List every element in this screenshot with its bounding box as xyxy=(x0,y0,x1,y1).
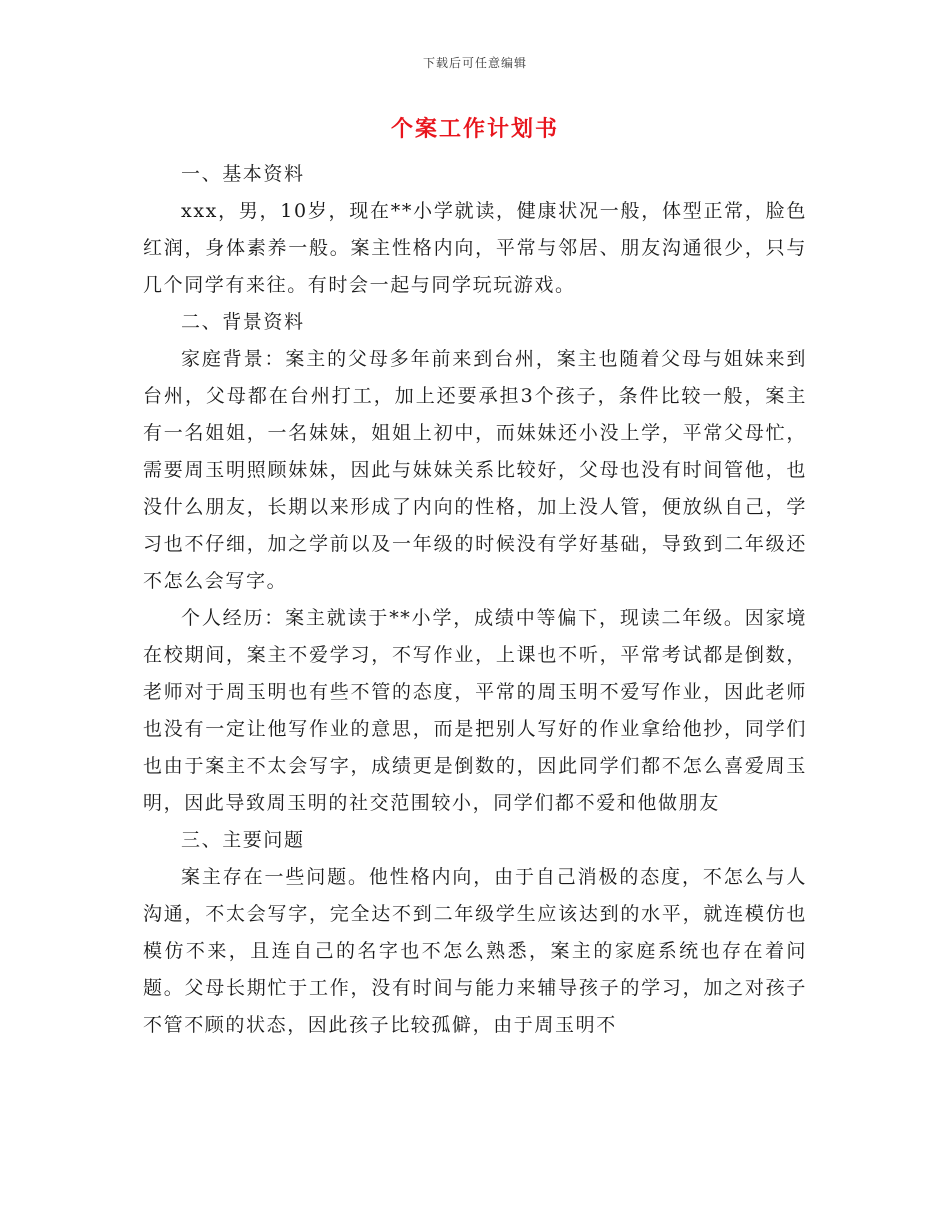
paragraph-basic-info: xxx，男，10岁，现在**小学就读，健康状况一般，体型正常，脸色红润，身体素养一般。案主性格内向，平常与邻居、朋友沟通很少，只与几个同学有来往。有时会一起与同学玩玩游戏。 xyxy=(143,200,807,296)
paragraph-personal-history: 个人经历：案主就读于**小学，成绩中等偏下，现读二年级。因家境在校期间，案主不爱学习，不写作业，上课也不听，平常考试都是倒数，老师对于周玉明也有些不管的态度，平常的周玉明不爱写作业，因此老师也没有一定让他写作业的意思，而是把别人写好的作业拿给他抄，同学们也由于案主不太会写字，成绩更是倒数的，因此同学们都不怎么喜爱周玉明，因此导致周玉明的社交范围较小，同学们都不爱和他做朋友 xyxy=(143,607,807,814)
section-heading-background: 二、背景资料 xyxy=(181,311,305,333)
paragraph-family-background: 家庭背景：案主的父母多年前来到台州，案主也随着父母与姐妹来到台州，父母都在台州打工，加上还要承担3个孩子，条件比较一般，案主有一名姐姐，一名妹妹，姐姐上初中，而妹妹还小没上学，平常父母忙，需要周玉明照顾妹妹，因此与妹妹关系比较好，父母也没有时间管他，也没什么朋友，长期以来形成了内向的性格，加上没人管，便放纵自己，学习也不仔细，加之学前以及一年级的时候没有学好基础，导致到二年级还不怎么会写字。 xyxy=(143,348,807,592)
document-body xyxy=(143,156,807,1044)
document-title: 个案工作计划书 xyxy=(390,116,559,142)
section-heading-main-problems: 三、主要问题 xyxy=(181,829,305,851)
page-header-note: 下载后可任意编辑 xyxy=(422,56,527,70)
paragraph-main-problems: 案主存在一些问题。他性格内向，由于自己消极的态度，不怎么与人沟通，不太会写字，完全达不到二年级学生应该达到的水平，就连模仿也模仿不来，且连自己的名字也不怎么熟悉，案主的家庭系统也存在着问题。父母长期忙于工作，没有时间与能力来辅导孩子的学习，加之对孩子不管不顾的状态，因此孩子比较孤僻，由于周玉明不 xyxy=(143,866,807,1036)
section-heading-basic-info: 一、基本资料 xyxy=(181,163,305,185)
